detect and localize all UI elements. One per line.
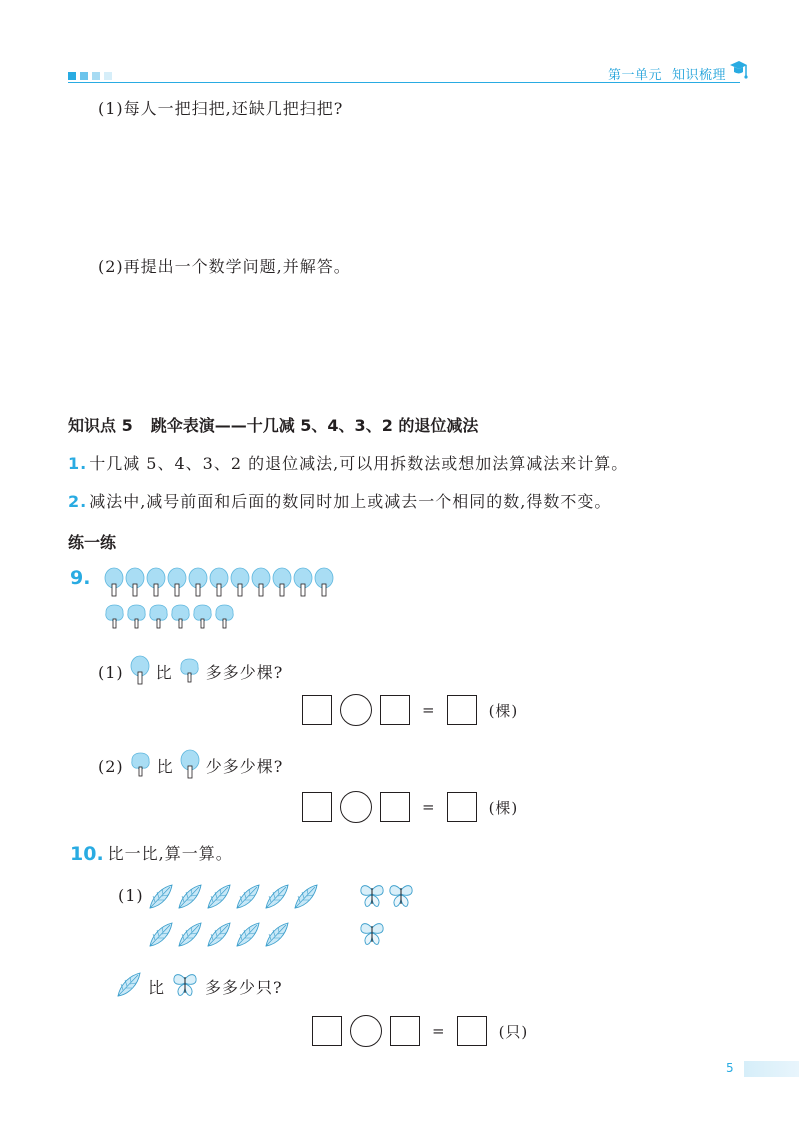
point-number: 2.	[68, 492, 88, 511]
butterfly-row-2	[358, 920, 386, 952]
leaf-butterfly-icon	[175, 920, 203, 954]
tall-tree-icon	[130, 655, 150, 690]
knowledge-point-2	[68, 489, 611, 512]
point-text: 十几减 5、4、3、2 的退位减法,可以用拆数法或想加法算减法来计算。	[89, 454, 629, 473]
leaf-butterfly-icon	[233, 920, 261, 954]
round-tree-icon	[130, 751, 151, 782]
graduation-cap-icon	[728, 58, 748, 80]
answer-box[interactable]	[390, 1016, 420, 1046]
leaf-row-2	[146, 920, 290, 954]
answer-box[interactable]	[302, 695, 332, 725]
answer-box[interactable]	[302, 792, 332, 822]
leaf-row-1	[146, 882, 319, 916]
question-tail: 多多少棵?	[205, 662, 284, 682]
tall-tree-icon	[251, 567, 271, 601]
tall-tree-icon	[167, 567, 187, 601]
equals-sign: =	[422, 701, 435, 719]
leaf-butterfly-icon	[114, 970, 142, 1005]
tree-row-1	[104, 567, 334, 601]
knowledge-point-1	[68, 451, 628, 474]
tall-tree-icon	[314, 567, 334, 601]
answer-box[interactable]	[447, 695, 477, 725]
section-heading: 跳伞表演——十几减 5、4、3、2 的退位减法	[150, 416, 479, 435]
header-topic: 知识梳理	[672, 68, 727, 83]
round-tree-icon	[170, 603, 191, 633]
operator-circle[interactable]	[340, 791, 372, 823]
equation-row	[302, 791, 518, 823]
tall-tree-icon	[230, 567, 250, 601]
sub-label: (1)	[98, 662, 124, 682]
practice-heading: 练一练	[68, 533, 117, 552]
unit-label: (棵)	[488, 798, 519, 817]
equation-row	[312, 1015, 528, 1047]
answer-box[interactable]	[380, 695, 410, 725]
header-squares	[68, 72, 112, 80]
answer-box[interactable]	[457, 1016, 487, 1046]
round-tree-icon	[214, 603, 235, 633]
round-tree-icon	[148, 603, 169, 633]
equation-row	[302, 694, 518, 726]
question-1: (1)每人一把扫把,还缺几把扫把?	[98, 99, 344, 118]
section-label: 知识点 5	[68, 416, 133, 435]
problem-10-title: 比一比,算一算。	[107, 844, 233, 863]
butterfly-icon	[171, 971, 199, 1004]
tall-tree-icon	[272, 567, 292, 601]
problem-10-compare	[114, 970, 283, 1005]
round-tree-icon	[126, 603, 147, 633]
header-square	[104, 72, 112, 80]
unit-label: (棵)	[488, 701, 519, 720]
leaf-butterfly-icon	[262, 920, 290, 954]
tree-row-2	[104, 603, 235, 633]
problem-10-number: 10.	[70, 843, 104, 865]
tall-tree-icon	[188, 567, 208, 601]
section-title	[68, 413, 478, 436]
question-tail: 多多少只?	[205, 977, 283, 997]
operator-circle[interactable]	[340, 694, 372, 726]
butterfly-row-1	[358, 882, 415, 914]
round-tree-icon	[192, 603, 213, 633]
point-number: 1.	[68, 454, 88, 473]
round-tree-icon	[179, 657, 200, 688]
answer-box[interactable]	[312, 1016, 342, 1046]
butterfly-icon	[387, 882, 415, 914]
equals-sign: =	[422, 798, 435, 816]
problem-9-sub1	[98, 655, 283, 690]
problem-10-sub-label: (1)	[118, 886, 144, 905]
header-square	[80, 72, 88, 80]
leaf-butterfly-icon	[175, 882, 203, 916]
tall-tree-icon	[293, 567, 313, 601]
leaf-butterfly-icon	[204, 882, 232, 916]
tall-tree-icon	[209, 567, 229, 601]
leaf-butterfly-icon	[262, 882, 290, 916]
tall-tree-icon	[146, 567, 166, 601]
answer-box[interactable]	[447, 792, 477, 822]
leaf-butterfly-icon	[204, 920, 232, 954]
compare-word: 比	[156, 756, 174, 776]
equals-sign: =	[432, 1022, 445, 1040]
leaf-butterfly-icon	[291, 882, 319, 916]
tall-tree-icon	[125, 567, 145, 601]
compare-word: 比	[155, 662, 173, 682]
operator-circle[interactable]	[350, 1015, 382, 1047]
problem-10-header	[70, 843, 233, 865]
tall-tree-icon	[180, 749, 200, 784]
header-square	[92, 72, 100, 80]
unit-label: (只)	[498, 1022, 529, 1041]
butterfly-icon	[358, 920, 386, 952]
page-number: 5	[726, 1061, 734, 1075]
leaf-butterfly-icon	[146, 882, 174, 916]
tall-tree-icon	[104, 567, 124, 601]
page-band	[744, 1061, 799, 1077]
answer-box[interactable]	[380, 792, 410, 822]
leaf-butterfly-icon	[146, 920, 174, 954]
header-square	[68, 72, 76, 80]
sub-label: (2)	[98, 756, 124, 776]
compare-word: 比	[148, 977, 166, 997]
question-2: (2)再提出一个数学问题,并解答。	[98, 257, 351, 276]
header-unit: 第一单元	[608, 68, 663, 83]
problem-9-number: 9.	[70, 567, 91, 589]
point-text: 减法中,减号前面和后面的数同时加上或减去一个相同的数,得数不变。	[89, 492, 612, 511]
header-title	[608, 64, 726, 83]
butterfly-icon	[358, 882, 386, 914]
problem-9-sub2	[98, 749, 283, 784]
leaf-butterfly-icon	[233, 882, 261, 916]
question-tail: 少多少棵?	[205, 756, 284, 776]
round-tree-icon	[104, 603, 125, 633]
